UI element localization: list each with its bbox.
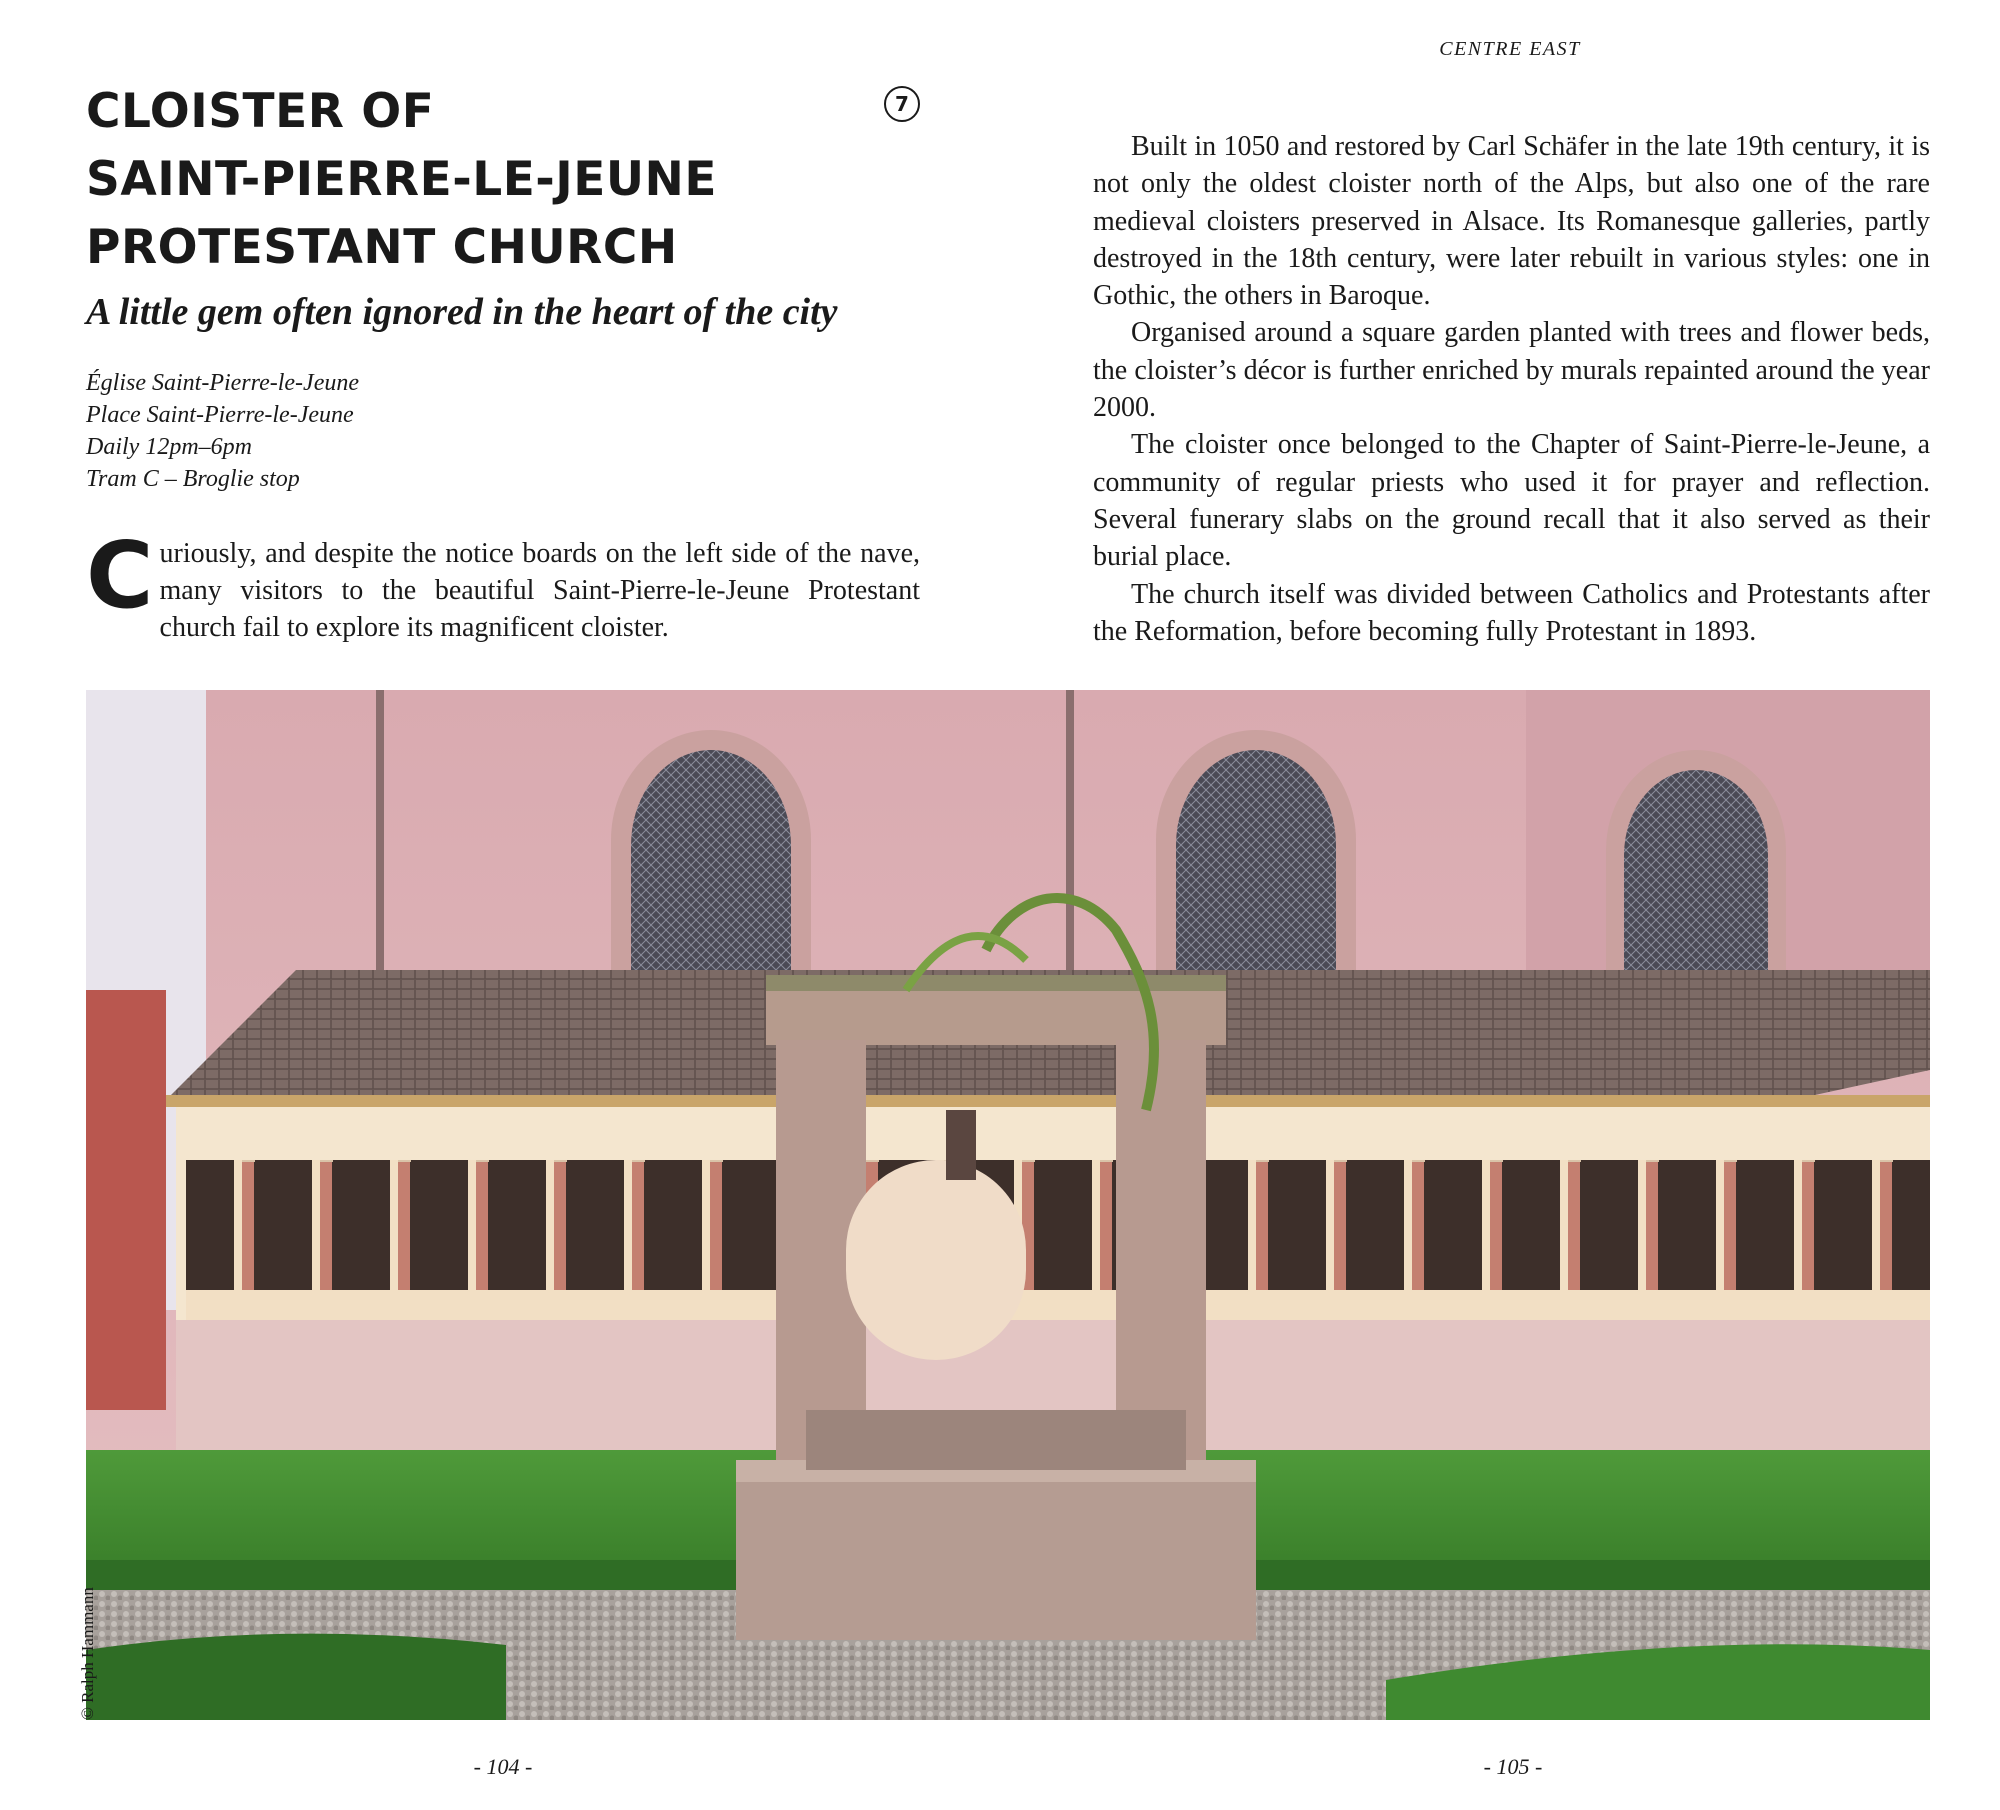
info-line: Tram C – Broglie stop: [86, 466, 300, 492]
body-paragraph: The cloister once belonged to the Chapter of Saint-Pierre-le-Jeune, a community of regular priests who used it for prayer and reflection. Several funerary slabs on the ground recall that it also served as their burial place.: [1093, 429, 1930, 573]
title-line: PROTESTANT CHURCH: [86, 220, 678, 275]
title-line: CLOISTER OF: [86, 84, 435, 139]
body-paragraph: Built in 1050 and restored by Carl Schäfer in the late 19th century, it is not only the oldest cloister north of the Alps, but also one of the rare medieval cloisters preserved in Alsace. Its Romanesque galleries, partly destroyed in the 18th century, were later rebuilt in various styles: one in Gothic, the others in Baroque.: [1093, 131, 1930, 312]
entry-subtitle: A little gem often ignored in the heart of the city: [86, 291, 838, 333]
body-text: [1093, 128, 1930, 650]
entry-title: [86, 78, 846, 282]
title-line: SAINT-PIERRE-LE-JEUNE: [86, 152, 718, 207]
body-paragraph: Organised around a square garden planted with trees and flower beds, the cloister’s décor is further enriched by murals repainted around the year 2000.: [1093, 317, 1930, 424]
intro-paragraph: [86, 522, 920, 646]
page-number-left: - 104 -: [473, 1754, 533, 1779]
info-line: Place Saint-Pierre-le-Jeune: [86, 402, 354, 428]
page-number-right: - 105 -: [1483, 1754, 1543, 1779]
info-line: Église Saint-Pierre-le-Jeune: [86, 370, 359, 396]
photo-credit: © Ralph Hammann: [78, 1587, 97, 1720]
intro-text: uriously, and despite the notice boards on the left side of the nave, many visitors to the beautiful Saint-Pierre-le-Jeune Protestant church fail to explore its magnificent cloister.: [159, 538, 920, 643]
body-paragraph: The church itself was divided between Catholics and Protestants after the Reformation, before becoming fully Protestant in 1893.: [1093, 578, 1930, 647]
info-line: Daily 12pm–6pm: [86, 434, 252, 460]
entry-number-badge: 7: [884, 86, 920, 122]
drop-cap: C: [86, 522, 154, 629]
running-header: CENTRE EAST: [1439, 38, 1581, 60]
practical-info: [86, 367, 686, 495]
cloister-photo: [86, 690, 1930, 1720]
